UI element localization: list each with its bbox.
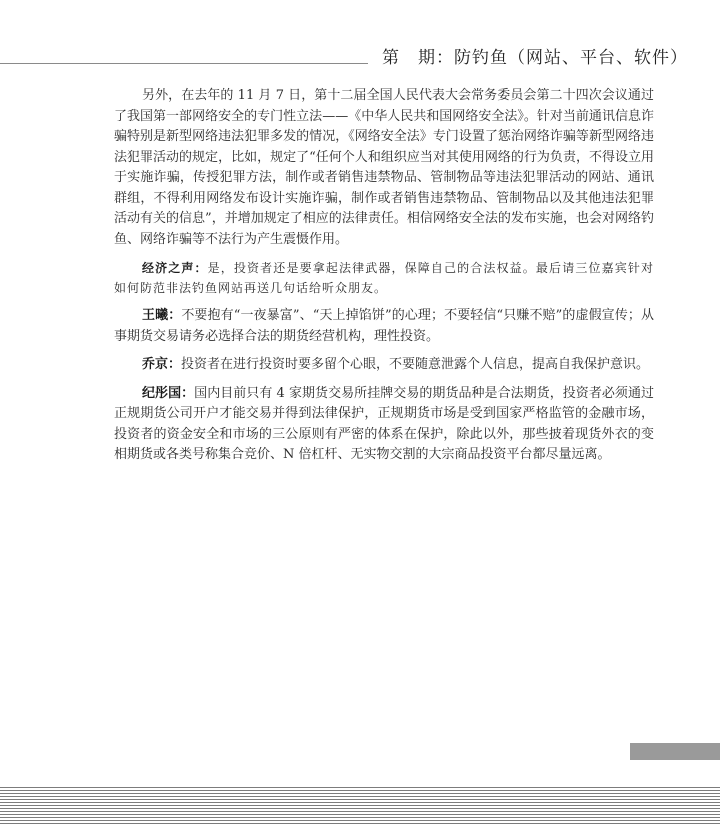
article-body [114, 86, 654, 474]
paragraph-text: 另外，在去年的 11 月 7 日，第十二届全国人民代表大会常务委员会第二十四次会议通过了我国第一部网络安全的专门性立法——《中华人民共和国网络安全法》。针对当前通讯信息诈骗特别是新型网络违法犯罪多发的情况，《网络安全法》专门设置了惩治网络诈骗等新型网络违法犯罪活动的规定，比如，规定了“任何个人和组织应当对其使用网络的行为负责，不得设立用于实施诈骗，传授犯罪方法，制作或者销售违禁物品、管制物品等违法犯罪活动的网站、通讯群组，不得利用网络发布设计实施诈骗，制作或者销售违禁物品、管制物品以及其他违法犯罪活动有关的信息”，并增加规定了相应的法律责任。相信网络安全法的发布实施，也会对网络钓鱼、网络诈骗等不法行为产生震慑作用。 [114, 88, 654, 247]
speaker-label: 王曦： [142, 308, 182, 323]
paragraph-text: 国内目前只有 4 家期货交易所挂牌交易的期货品种是合法期货，投资者必须通过正规期货公司开户才能交易并得到法律保护，正规期货市场是受到国家严格监管的金融市场，投资者的资金安全和市场的三公原则有严密的体系在保护，除此以外，那些披着现货外衣的变相期货或各类号称集合竞价、N 倍杠杆、无实物交割的大宗商品投资平台都尽量远离。 [114, 385, 654, 462]
host-paragraph [114, 258, 654, 298]
paragraph-text: 是，投资者还是要拿起法律武器，保障自己的合法权益。最后请三位嘉宾针对如何防范非法钓鱼网站再送几句话给听众朋友。 [114, 261, 654, 295]
guest-paragraph-qiao [114, 355, 654, 376]
header-rule [0, 63, 368, 64]
page-tab-block [630, 743, 720, 760]
paragraph-text: 不要抱有“一夜暴富”、“天上掉馅饼”的心理；不要轻信“只赚不赔”的虚假宣传；从事期货交易请务必选择合法的期货经营机构，理性投资。 [114, 308, 654, 344]
speaker-label: 乔京： [142, 357, 182, 372]
guest-paragraph-ji [114, 384, 654, 466]
footer-stripe-band [0, 787, 720, 824]
paragraph-text: 投资者在进行投资时要多留个心眼，不要随意泄露个人信息，提高自我保护意识。 [181, 357, 650, 372]
page-header-title: 第 期：防钓鱼（网站、平台、软件） [382, 48, 688, 68]
speaker-label: 经济之声： [142, 261, 208, 275]
guest-paragraph-wang [114, 306, 654, 347]
speaker-label: 纪彤国： [142, 385, 195, 401]
intro-paragraph [114, 86, 654, 250]
